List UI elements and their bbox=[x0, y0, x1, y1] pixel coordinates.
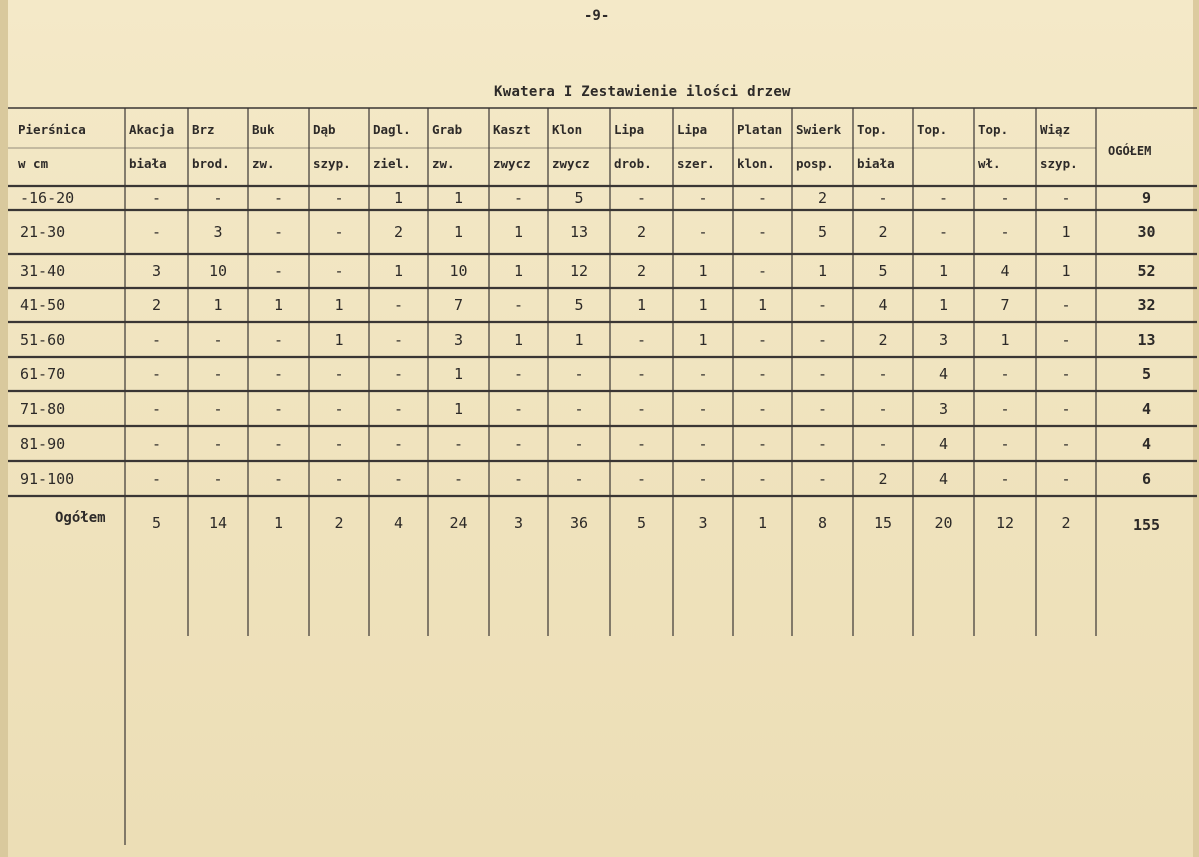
table-cell: - bbox=[334, 399, 344, 418]
table-cell: 5 bbox=[574, 189, 584, 207]
totals-cell: 3 bbox=[698, 514, 708, 532]
table-cell: - bbox=[334, 189, 344, 207]
species-header-line2: drob. bbox=[614, 156, 652, 171]
species-header-line2: brod. bbox=[192, 156, 230, 171]
species-header-line2: posp. bbox=[796, 156, 834, 171]
species-header-line2: szyp. bbox=[1040, 156, 1078, 171]
table-cell: 2 bbox=[878, 330, 888, 349]
table-cell: 1 bbox=[938, 296, 949, 314]
table-cell: - bbox=[453, 434, 464, 453]
table-cell: 1 bbox=[513, 330, 524, 349]
table-cell: - bbox=[698, 434, 708, 453]
totals-cell: 20 bbox=[934, 514, 953, 532]
table-cell: 1 bbox=[574, 330, 584, 349]
row-total: 4 bbox=[1141, 434, 1152, 453]
table-cell: 3 bbox=[938, 399, 949, 418]
table-cell: - bbox=[757, 223, 768, 241]
table-cell: 2 bbox=[878, 223, 888, 241]
table-cell: - bbox=[273, 434, 284, 453]
table-cell: 1 bbox=[1061, 262, 1071, 280]
row-total: 52 bbox=[1137, 262, 1156, 280]
row-label: 91-100 bbox=[20, 469, 75, 488]
species-header-line1: Wiąz bbox=[1040, 122, 1071, 137]
first-col-header-line2: w cm bbox=[18, 156, 49, 171]
species-header-line1: Dagl. bbox=[373, 122, 411, 137]
species-header-line1: Klon bbox=[552, 122, 583, 137]
totals-cell: 24 bbox=[449, 514, 468, 532]
table-cell: - bbox=[698, 365, 708, 383]
table-cell: - bbox=[757, 399, 768, 418]
species-header-line2: ziel. bbox=[373, 156, 411, 171]
table-cell: 1 bbox=[757, 296, 768, 314]
totals-cell: 14 bbox=[208, 514, 228, 532]
table-cell: 1 bbox=[213, 296, 223, 314]
table-cell: - bbox=[698, 223, 708, 241]
table-cell: - bbox=[757, 189, 768, 207]
table-cell: - bbox=[334, 262, 344, 280]
table-cell: - bbox=[698, 399, 708, 418]
table-cell: 1 bbox=[334, 330, 344, 349]
page-number: -9- bbox=[584, 8, 610, 24]
totals-cell: 5 bbox=[151, 514, 162, 532]
table-cell: - bbox=[1061, 330, 1071, 349]
table-cell: - bbox=[1000, 434, 1010, 453]
table-cell: 1 bbox=[1061, 223, 1071, 241]
table-cell: 1 bbox=[453, 365, 464, 383]
table-cell: 10 bbox=[208, 262, 228, 280]
species-header-line2: zwycz bbox=[552, 156, 590, 171]
table-cell: - bbox=[334, 469, 344, 488]
table-cell: - bbox=[453, 469, 464, 488]
table-cell: 1 bbox=[393, 189, 404, 207]
table-cell: - bbox=[273, 223, 284, 241]
species-header-line1: Akacja bbox=[129, 122, 175, 137]
table-cell: - bbox=[393, 399, 404, 418]
row-label: 41-50 bbox=[20, 296, 66, 314]
table-cell: - bbox=[393, 434, 404, 453]
species-header-line2: wł. bbox=[978, 156, 1001, 171]
species-header-line1: Buk bbox=[252, 122, 275, 137]
table-cell: - bbox=[513, 399, 524, 418]
table-cell: - bbox=[817, 399, 828, 418]
table-cell: - bbox=[1000, 399, 1010, 418]
table-cell: - bbox=[513, 296, 524, 314]
table-cell: - bbox=[151, 399, 162, 418]
table-cell: - bbox=[757, 262, 768, 280]
table-cell: - bbox=[698, 189, 708, 207]
table-cell: - bbox=[213, 434, 223, 453]
table-cell: 10 bbox=[449, 262, 468, 280]
table-cell: 2 bbox=[636, 223, 647, 241]
table-cell: - bbox=[1061, 365, 1071, 383]
species-header-line2: biała bbox=[129, 156, 167, 171]
species-header-line2: szer. bbox=[677, 156, 715, 171]
table-cell: 2 bbox=[636, 262, 647, 280]
row-label: 31-40 bbox=[20, 262, 66, 280]
table-cell: - bbox=[393, 365, 404, 383]
row-total: 4 bbox=[1141, 399, 1152, 418]
table-cell: - bbox=[938, 189, 949, 207]
totals-cell: 4 bbox=[393, 514, 404, 532]
grand-total: 155 bbox=[1132, 516, 1161, 534]
table-cell: - bbox=[636, 330, 647, 349]
table-cell: - bbox=[273, 262, 284, 280]
table-cell: - bbox=[1061, 189, 1071, 207]
table-cell: - bbox=[273, 330, 284, 349]
table-cell: - bbox=[151, 365, 162, 383]
table-cell: - bbox=[1061, 469, 1071, 488]
table-cell: - bbox=[393, 330, 404, 349]
table-cell: - bbox=[636, 365, 647, 383]
species-header-line2: szyp. bbox=[313, 156, 351, 171]
species-header-line1: Brz bbox=[192, 122, 215, 137]
table-title: Kwatera I Zestawienie ilości drzew bbox=[494, 84, 791, 100]
row-total: 6 bbox=[1141, 469, 1152, 488]
table-cell: - bbox=[273, 365, 284, 383]
totals-row-label: Ogółem bbox=[55, 510, 106, 526]
table-cell: - bbox=[273, 469, 284, 488]
total-column-header: OGÓŁEM bbox=[1108, 144, 1152, 158]
table-cell: - bbox=[213, 399, 223, 418]
table-cell: 1 bbox=[453, 399, 464, 418]
table-cell: 1 bbox=[513, 223, 524, 241]
table-cell: 3 bbox=[938, 330, 949, 349]
table-cell: 4 bbox=[938, 469, 949, 488]
table-cell: - bbox=[151, 330, 162, 349]
row-label: 71-80 bbox=[20, 399, 66, 418]
table-cell: - bbox=[513, 434, 524, 453]
species-header-line1: Lipa bbox=[677, 122, 708, 137]
table-cell: 1 bbox=[817, 262, 828, 280]
species-header-line1: Swierk bbox=[796, 122, 842, 137]
table-cell: - bbox=[878, 399, 888, 418]
table-cell: 4 bbox=[878, 296, 888, 314]
table-cell: - bbox=[938, 223, 949, 241]
table-cell: 12 bbox=[569, 262, 589, 280]
table-cell: - bbox=[334, 223, 344, 241]
row-total: 13 bbox=[1137, 330, 1156, 349]
species-header-line2: zw. bbox=[432, 156, 455, 171]
table-cell: - bbox=[636, 189, 647, 207]
table-cell: - bbox=[574, 365, 584, 383]
table-cell: - bbox=[574, 434, 584, 453]
row-label: -16-20 bbox=[20, 189, 75, 207]
table-cell: 1 bbox=[698, 330, 708, 349]
species-header-line1: Dąb bbox=[313, 122, 336, 137]
species-header-line1: Top. bbox=[857, 122, 888, 137]
row-label: 81-90 bbox=[20, 434, 66, 453]
table-cell: 3 bbox=[453, 330, 464, 349]
table-cell: - bbox=[636, 469, 647, 488]
table-cell: - bbox=[151, 434, 162, 453]
table-cell: 2 bbox=[878, 469, 888, 488]
totals-cell: 1 bbox=[757, 514, 768, 532]
table-cell: 2 bbox=[817, 189, 828, 207]
table-cell: - bbox=[334, 365, 344, 383]
totals-cell: 2 bbox=[1061, 514, 1071, 532]
species-header-line2: biała bbox=[857, 156, 895, 171]
table-cell: 4 bbox=[938, 434, 949, 453]
table-cell: 7 bbox=[1000, 296, 1010, 314]
table-cell: - bbox=[1000, 365, 1010, 383]
table-cell: - bbox=[817, 365, 828, 383]
table-cell: - bbox=[151, 189, 162, 207]
first-col-header-line1: Pierśnica bbox=[18, 122, 86, 137]
table-cell: - bbox=[698, 469, 708, 488]
table-cell: 4 bbox=[938, 365, 949, 383]
table-cell: - bbox=[636, 434, 647, 453]
table-cell: - bbox=[273, 399, 284, 418]
totals-cell: 1 bbox=[273, 514, 284, 532]
table-cell: - bbox=[757, 469, 768, 488]
table-cell: - bbox=[151, 223, 162, 241]
table-cell: - bbox=[1000, 189, 1010, 207]
table-cell: 2 bbox=[151, 296, 162, 314]
table-cell: 3 bbox=[213, 223, 223, 241]
species-header-line2: zw. bbox=[252, 156, 275, 171]
species-header-line1: Platan bbox=[737, 122, 783, 137]
table-cell: 5 bbox=[878, 262, 888, 280]
row-total: 30 bbox=[1137, 223, 1156, 241]
table-cell: - bbox=[334, 434, 344, 453]
species-header-line1: Grab bbox=[432, 122, 463, 137]
species-header-line1: Top. bbox=[978, 122, 1009, 137]
table-cell: 1 bbox=[393, 262, 404, 280]
table-cell: 1 bbox=[334, 296, 344, 314]
totals-cell: 8 bbox=[817, 514, 828, 532]
totals-cell: 36 bbox=[569, 514, 589, 532]
table-cell: - bbox=[213, 189, 223, 207]
table-cell: 1 bbox=[636, 296, 647, 314]
table-cell: 7 bbox=[453, 296, 464, 314]
table-cell: - bbox=[393, 296, 404, 314]
table-cell: 1 bbox=[453, 223, 464, 241]
totals-cell: 3 bbox=[513, 514, 524, 532]
table-cell: - bbox=[513, 189, 524, 207]
table-cell: 5 bbox=[817, 223, 828, 241]
table-cell: - bbox=[393, 469, 404, 488]
table-cell: - bbox=[757, 330, 768, 349]
table-cell: 1 bbox=[698, 262, 708, 280]
row-total: 9 bbox=[1141, 189, 1152, 207]
species-header-line1: Kaszt bbox=[493, 122, 531, 137]
row-label: 51-60 bbox=[20, 330, 66, 349]
table-cell: - bbox=[636, 399, 647, 418]
table-cell: - bbox=[817, 469, 828, 488]
table-cell: 1 bbox=[938, 262, 949, 280]
table-cell: - bbox=[574, 399, 584, 418]
table-cell: - bbox=[878, 434, 888, 453]
table-cell: - bbox=[878, 189, 888, 207]
row-label: 21-30 bbox=[20, 223, 66, 241]
table-cell: - bbox=[273, 189, 284, 207]
table-cell: - bbox=[513, 365, 524, 383]
table-cell: - bbox=[574, 469, 584, 488]
totals-cell: 12 bbox=[995, 514, 1015, 532]
totals-cell: 2 bbox=[334, 514, 344, 532]
table-cell: 2 bbox=[393, 223, 404, 241]
row-total: 5 bbox=[1141, 365, 1152, 383]
table-cell: - bbox=[1000, 223, 1010, 241]
table-cell: - bbox=[1061, 434, 1071, 453]
table-cell: 1 bbox=[273, 296, 284, 314]
species-header-line1: Lipa bbox=[614, 122, 645, 137]
table-cell: - bbox=[1061, 399, 1071, 418]
species-header-line2: klon. bbox=[737, 156, 775, 171]
row-label: 61-70 bbox=[20, 365, 66, 383]
table-cell: - bbox=[817, 330, 828, 349]
species-header-line1: Top. bbox=[917, 122, 948, 137]
table-cell: 5 bbox=[574, 296, 584, 314]
table-cell: - bbox=[878, 365, 888, 383]
table-cell: 1 bbox=[453, 189, 464, 207]
table-cell: - bbox=[817, 434, 828, 453]
row-total: 32 bbox=[1137, 296, 1156, 314]
table-cell: 1 bbox=[698, 296, 708, 314]
table-cell: 3 bbox=[151, 262, 162, 280]
table-cell: - bbox=[213, 469, 223, 488]
table-cell: - bbox=[151, 469, 162, 488]
table-cell: - bbox=[757, 434, 768, 453]
table-cell: 1 bbox=[513, 262, 524, 280]
species-header-line2: zwycz bbox=[493, 156, 531, 171]
table-cell: - bbox=[757, 365, 768, 383]
table-cell: - bbox=[1000, 469, 1010, 488]
table-cell: - bbox=[513, 469, 524, 488]
table-cell: - bbox=[213, 365, 223, 383]
table-cell: 4 bbox=[1000, 262, 1010, 280]
table-cell: - bbox=[1061, 296, 1071, 314]
table-cell: 1 bbox=[1000, 330, 1010, 349]
totals-cell: 15 bbox=[873, 514, 893, 532]
table-cell: 13 bbox=[569, 223, 589, 241]
table-cell: - bbox=[817, 296, 828, 314]
totals-cell: 5 bbox=[636, 514, 647, 532]
table-cell: - bbox=[213, 330, 223, 349]
